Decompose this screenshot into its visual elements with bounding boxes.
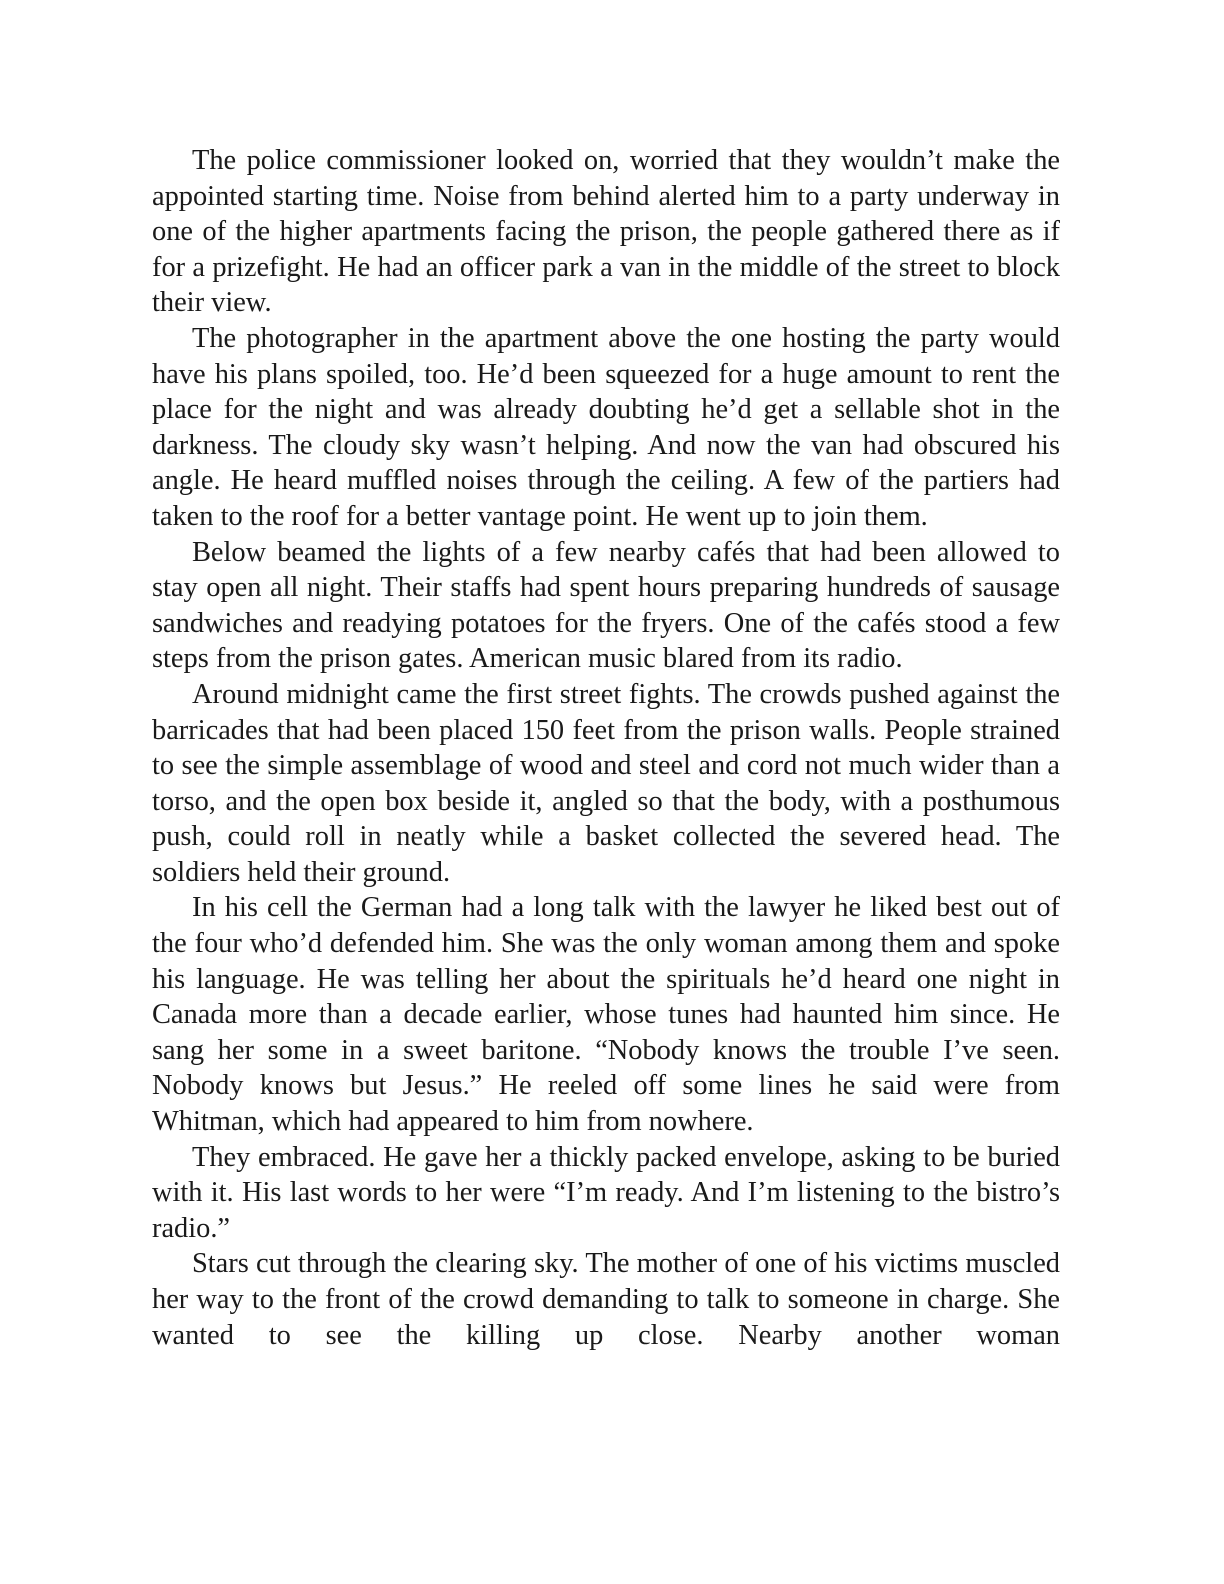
paragraph-1: The police commissioner looked on, worried that they wouldn’t make the appointed starting time. Noise from behind alerted him to a party underway in one of the higher apartments facing the prison, the people gathered there as if for a prizefight. He had an officer park a van in the middle of the street to block their view. (152, 145, 1060, 319)
paragraph-5: In his cell the German had a long talk with the lawyer he liked best out of the four who’d defended him. She was the only woman among them and spoke his language. He was telling her about the spirituals he’d heard one night in Canada more than a decade earlier, whose tunes had haunted him since. He sang her some in a sweet baritone. “Nobody knows the trouble I’ve seen. Nobody knows but Jesus.” He reeled off some lines he said were from Whitman, which had appeared to him from nowhere. (152, 892, 1060, 1138)
paragraph-4: Around midnight came the first street fights. The crowds pushed against the barricades that had been placed 150 feet from the prison walls. People strained to see the simple assemblage of wood and steel and cord not much wider than a torso, and the open box beside it, angled so that the body, with a posthumous push, could roll in neatly while a basket collected the severed head. The soldiers held their ground. (152, 678, 1060, 888)
paragraph-3: Below beamed the lights of a few nearby cafés that had been allowed to stay open all night. Their staffs had spent hours preparing hundreds of sausage sandwiches and readying potatoes for the fryers. One of the cafés stood a few steps from the prison gates. American music blared from its radio. (152, 536, 1060, 675)
paragraph-2: The photographer in the apartment above the one hosting the party would have his plans spoiled, too. He’d been squeezed for a huge amount to rent the place for the night and was already doubting he’d get a sellable shot in the darkness. The cloudy sky wasn’t helping. And now the van had obscured his angle. He heard muffled noises through the ceiling. A few of the partiers had taken to the roof for a better vantage point. He went up to join them. (152, 322, 1060, 532)
paragraph-7: Stars cut through the clearing sky. The mother of one of his victims muscled her way to the front of the crowd demanding to talk to someone in charge. She wanted to see the killing up close. Nearby another woman (152, 1248, 1060, 1351)
page-body (152, 143, 1060, 1353)
paragraph-6: They embraced. He gave her a thickly packed envelope, asking to be buried with it. His last words to her were “I’m ready. And I’m listening to the bistro’s radio.” (152, 1141, 1060, 1244)
